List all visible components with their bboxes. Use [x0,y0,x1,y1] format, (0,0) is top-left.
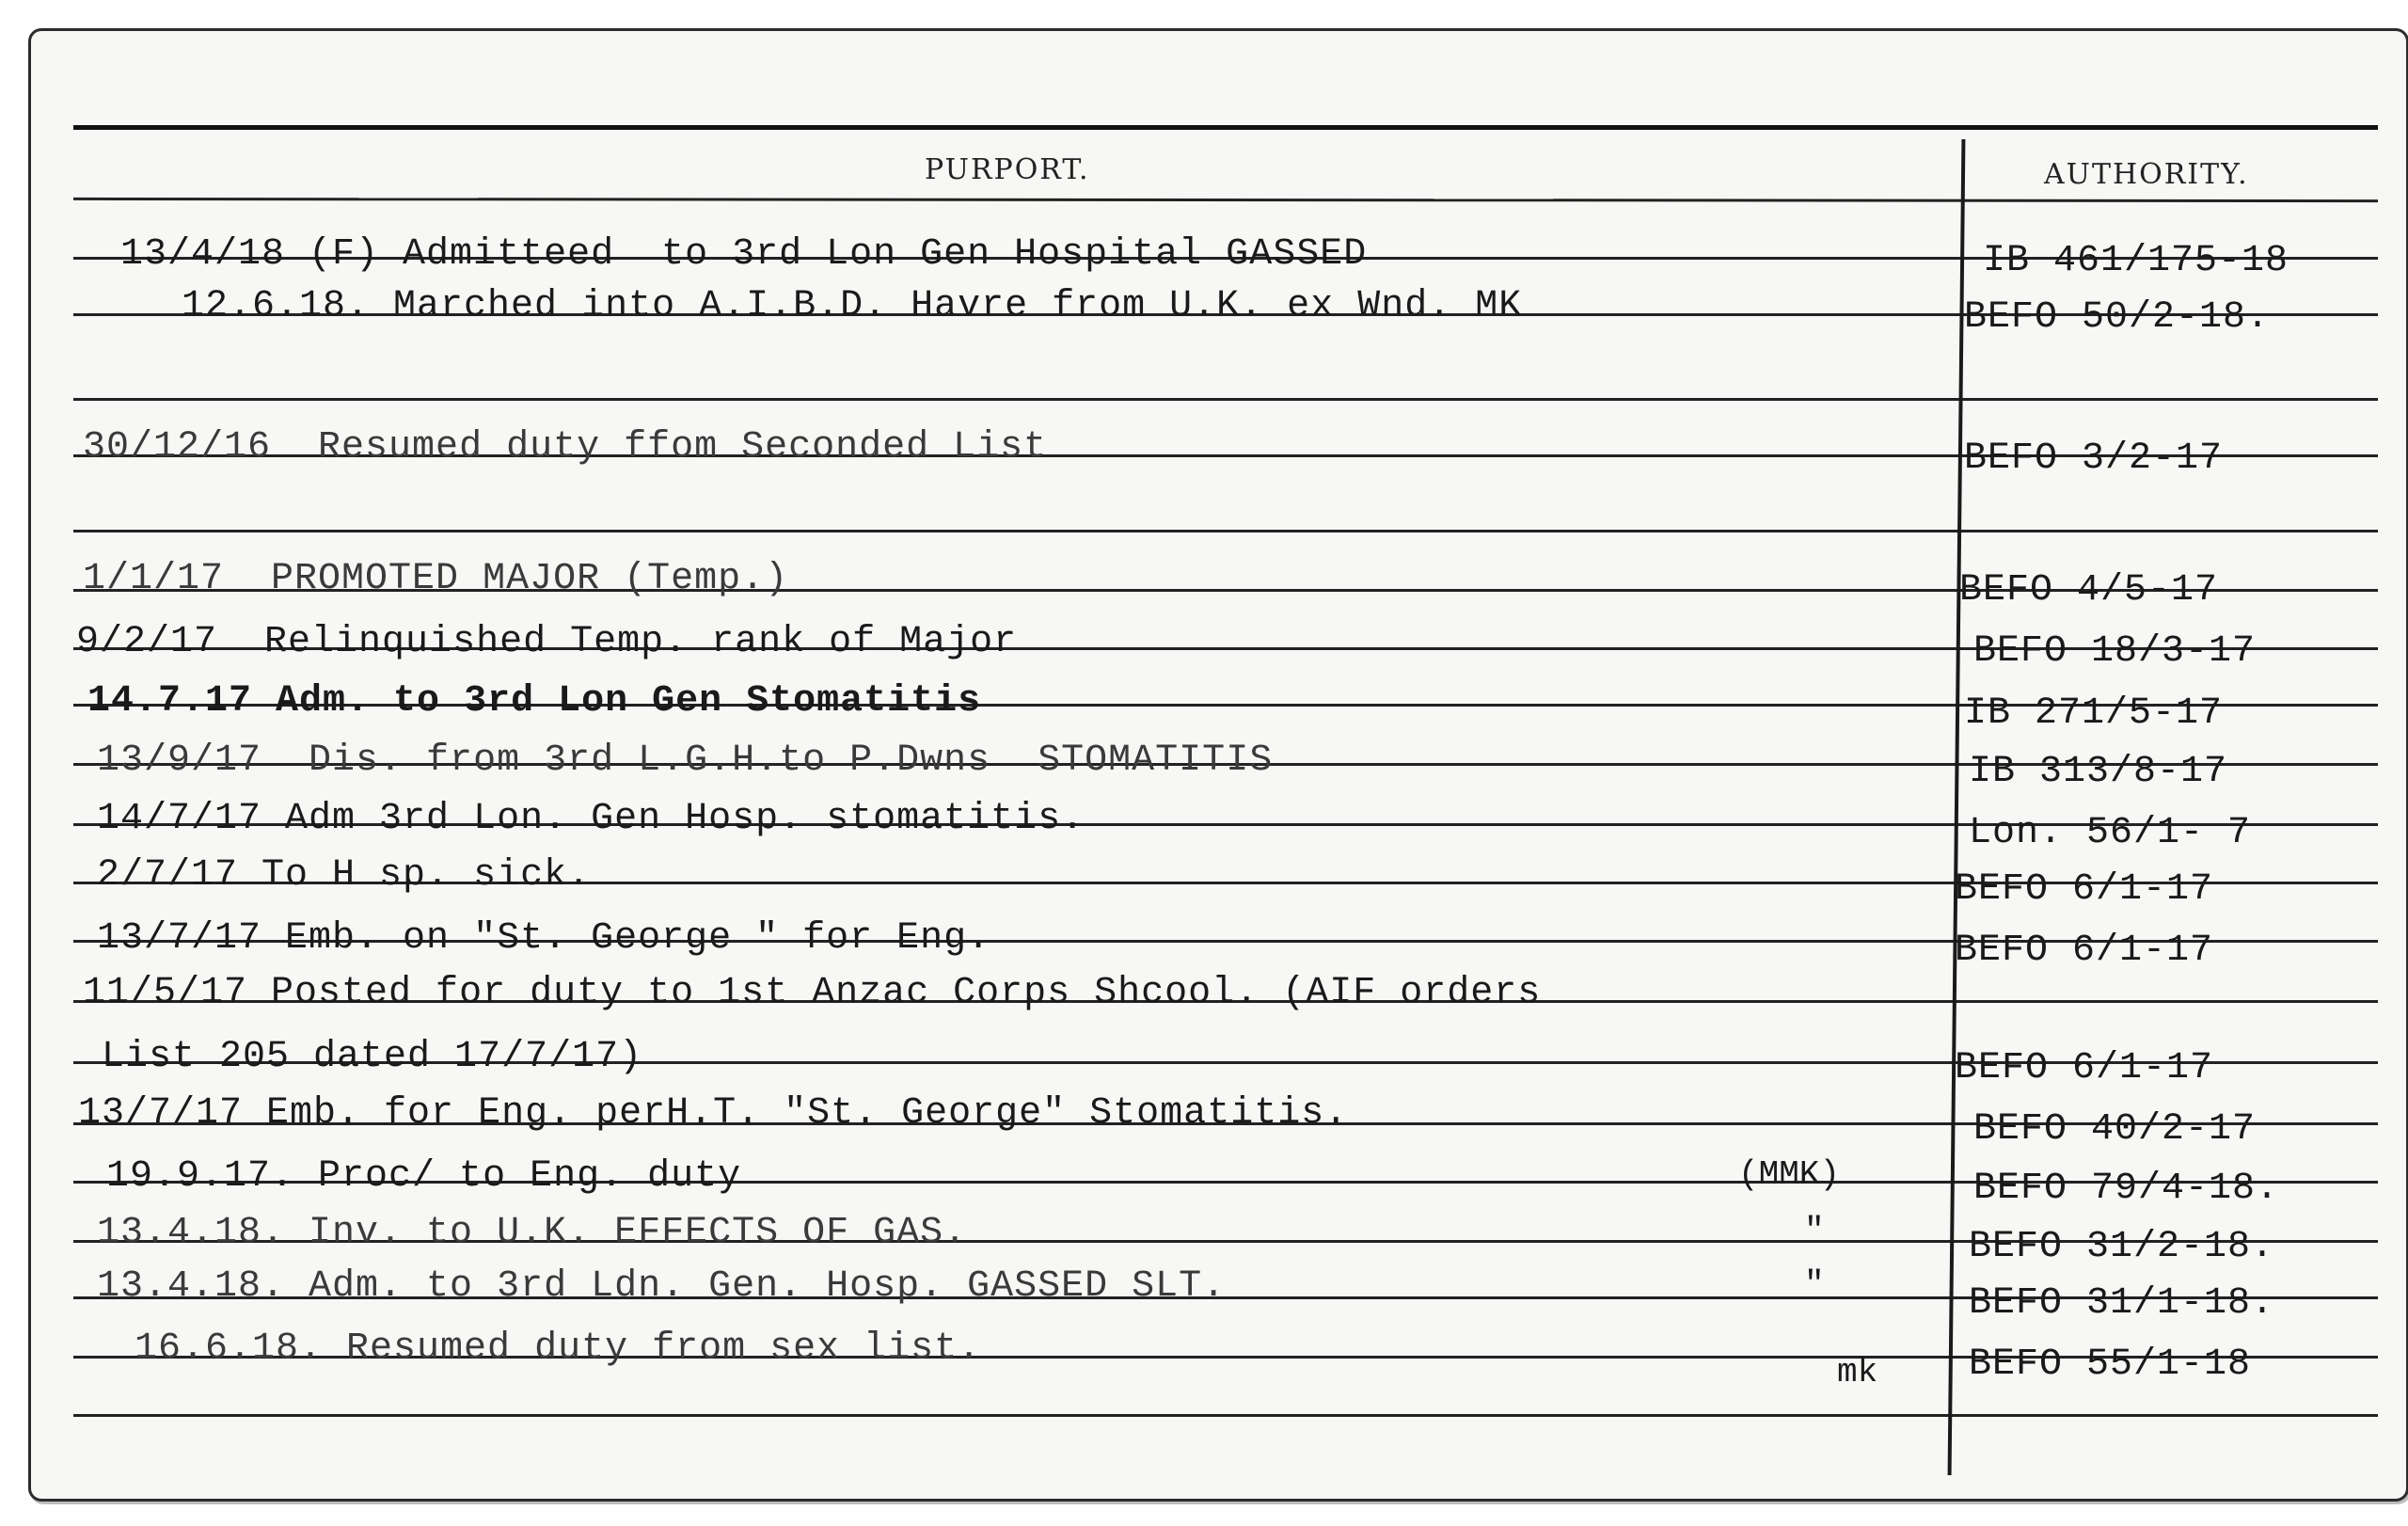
entry-text: 13.4.18. Adm. to 3rd Ldn. Gen. Hosp. GASSED SLT. [97,1265,1227,1308]
row-rule [73,398,2378,401]
entry-text: 12.6.18. Marched into A.I.B.D. Havre from U.K. ex Wnd. MK [182,285,1523,327]
initials-mark: (MMK) [1738,1155,1841,1194]
entry-text: 13/7/17 Emb. for Eng. perH.T. "St. George" Stomatitis. [78,1092,1349,1135]
authority-ref: IB 271/5-17 [1964,692,2224,735]
entry-text: 13/9/17 Dis. from 3rd L.G.H.to P.Dwns STOMATITIS [97,739,1274,782]
authority-ref: IB 313/8-17 [1969,751,2228,793]
record-card [28,28,2408,1502]
authority-ref: IB 461/175-18 [1983,240,2289,282]
row-rule [73,530,2378,533]
row-rule [73,198,2378,202]
authority-ref: BEFO 40/2-17 [1973,1108,2257,1151]
entry-text: 1/1/17 PROMOTED MAJOR (Temp.) [83,558,789,600]
ditto-mark: " [1804,1265,1825,1304]
entry-text: 2/7/17 To H sp. sick. [97,854,592,897]
entry-text: 13/7/17 Emb. on "St. George " for Eng. [97,917,991,960]
top-rule [73,125,2378,130]
authority-ref: BEFO 31/2-18. [1969,1226,2275,1268]
ditto-mark: " [1804,1212,1825,1250]
purport-header: PURPORT. [925,153,1090,186]
authority-ref: BEFO 50/2-18. [1964,296,2271,339]
entry-text: 13.4.18. Inv. to U.K. EFFECTS OF GAS. [97,1212,968,1254]
row-rule [73,1414,2378,1417]
entry-text: 11/5/17 Posted for duty to 1st Anzac Corps Shcool. (AIF orders [83,972,1542,1014]
authority-header: AUTHORITY. [2044,158,2249,191]
authority-ref: BEFO 4/5-17 [1959,569,2219,612]
authority-ref: Lon. 56/1- 7 [1969,812,2252,854]
authority-ref: BEFO 79/4-18. [1973,1168,2280,1210]
entry-text: 16.6.18. Resumed duty from sex list. [135,1327,982,1370]
entry-text: List 205 dated 17/7/17) [102,1036,643,1078]
authority-ref: BEFO 55/1-18 [1969,1343,2252,1386]
entry-text: 9/2/17 Relinquished Temp. rank of Major [76,621,1018,663]
entry-text: 19.9.17. Proc/ to Eng. duty [106,1155,742,1198]
authority-ref: BEFO 31/1-18. [1969,1282,2275,1325]
initials-mark: mk [1837,1353,1878,1391]
entry-text: 30/12/16 Resumed duty ffom Seconded List [83,426,1048,469]
authority-ref: BEFO 6/1-17 [1955,1047,2214,1089]
entry-text: 13/4/18 (F) Admitteed to 3rd Lon Gen Hospital GASSED [120,233,1368,276]
authority-ref: BEFO 6/1-17 [1955,930,2214,972]
entry-text: 14/7/17 Adm 3rd Lon. Gen Hosp. stomatitis. [97,798,1085,840]
column-divider [1948,139,1966,1475]
authority-ref: BEFO 18/3-17 [1973,630,2257,673]
authority-ref: BEFO 3/2-17 [1964,437,2224,480]
entry-text: 14.7.17 Adm. to 3rd Lon Gen Stomatitis [87,680,982,723]
authority-ref: BEFO 6/1-17 [1955,868,2214,911]
